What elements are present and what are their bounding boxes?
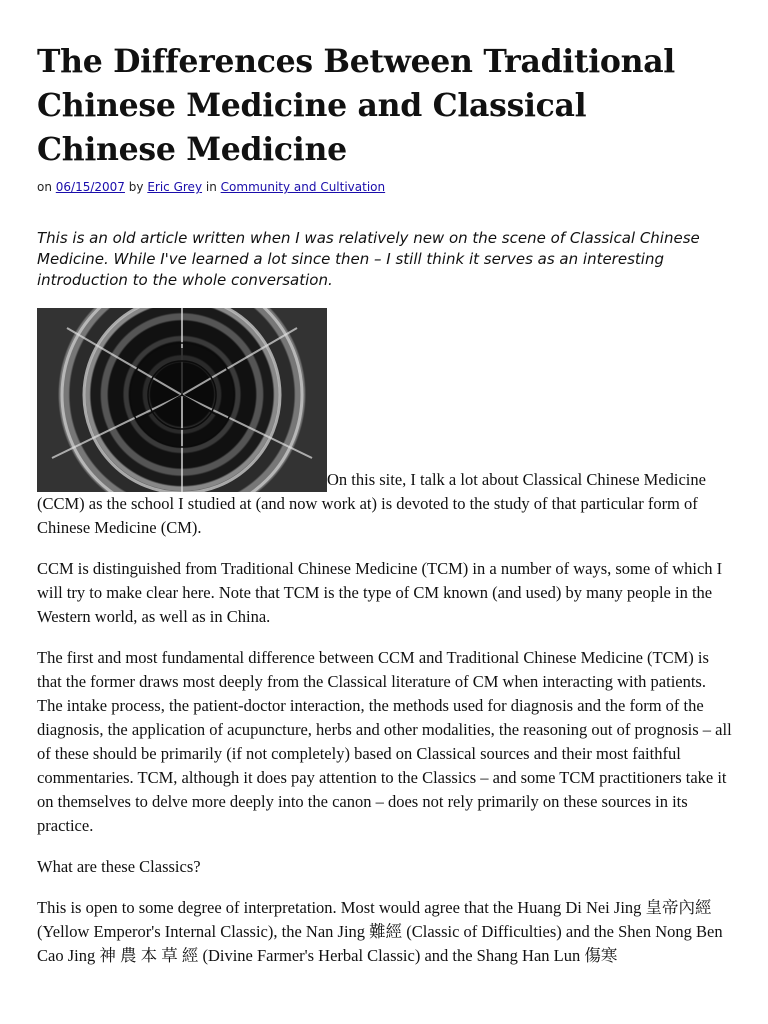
- paragraph-4: What are these Classics?: [37, 857, 201, 876]
- paragraph-3: The first and most fundamental difference between CCM and Traditional Chinese Medicine (TCM) is that the former draws most deeply from the Classical literature of CM when interacting with patients. The intake process, the patient-doctor interaction, the methods used for diagnosis and the form of the diagnosis, the application of acupuncture, herbs and other modalities, the reasoning out of prognosis – all of these should be primarily (if not completely) based on Classical sources and their most faithful commentaries. TCM, although it does pay attention to the Classics – and some TCM practitioners take it on themselves to delve more deeply into the canon – does not rely primarily on these sources in its practice.: [37, 648, 732, 835]
- category-link[interactable]: Community and Cultivation: [220, 180, 386, 194]
- paragraph-2: CCM is distinguished from Traditional Chinese Medicine (TCM) in a number of ways, some of which I will try to make clear here. Note that TCM is the type of CM known (and used) by many people in the Western world, as well as in China.: [37, 559, 723, 626]
- author-link[interactable]: Eric Grey: [147, 180, 203, 194]
- meta-on-label: on: [37, 180, 52, 194]
- engine-photo-icon: [37, 308, 327, 492]
- meta-in-label: in: [205, 180, 217, 194]
- paragraph-1: [37, 308, 732, 540]
- paragraph-1-text: On this site, I talk a lot about Classical Chinese Medicine (CCM) as the school I studied at (and now work at) is devoted to the study of that particular form of Chinese Medicine (CM).: [37, 470, 706, 537]
- intro-note: This is an old article written when I was relatively new on the scene of Classical Chinese Medicine. While I've learned a lot since then – I still think it serves as an interesting introduction to the whole conversation.: [37, 229, 700, 289]
- paragraph-5: This is open to some degree of interpretation. Most would agree that the Huang Di Nei Jing 皇帝內經 (Yellow Emperor's Internal Classic), the Nan Jing 難經 (Classic of Difficulties) and the Shen Nong Ben Cao Jing 神 農 本 草 經 (Divine Farmer's Herbal Classic) and the Shang Han Lun 傷寒: [37, 898, 723, 965]
- article-title: The Differences Between Traditional Chinese Medicine and Classical Chinese Medicine: [37, 43, 675, 168]
- article-meta: [37, 179, 732, 195]
- date-link[interactable]: 06/15/2007: [55, 180, 125, 194]
- meta-by-label: by: [128, 180, 144, 194]
